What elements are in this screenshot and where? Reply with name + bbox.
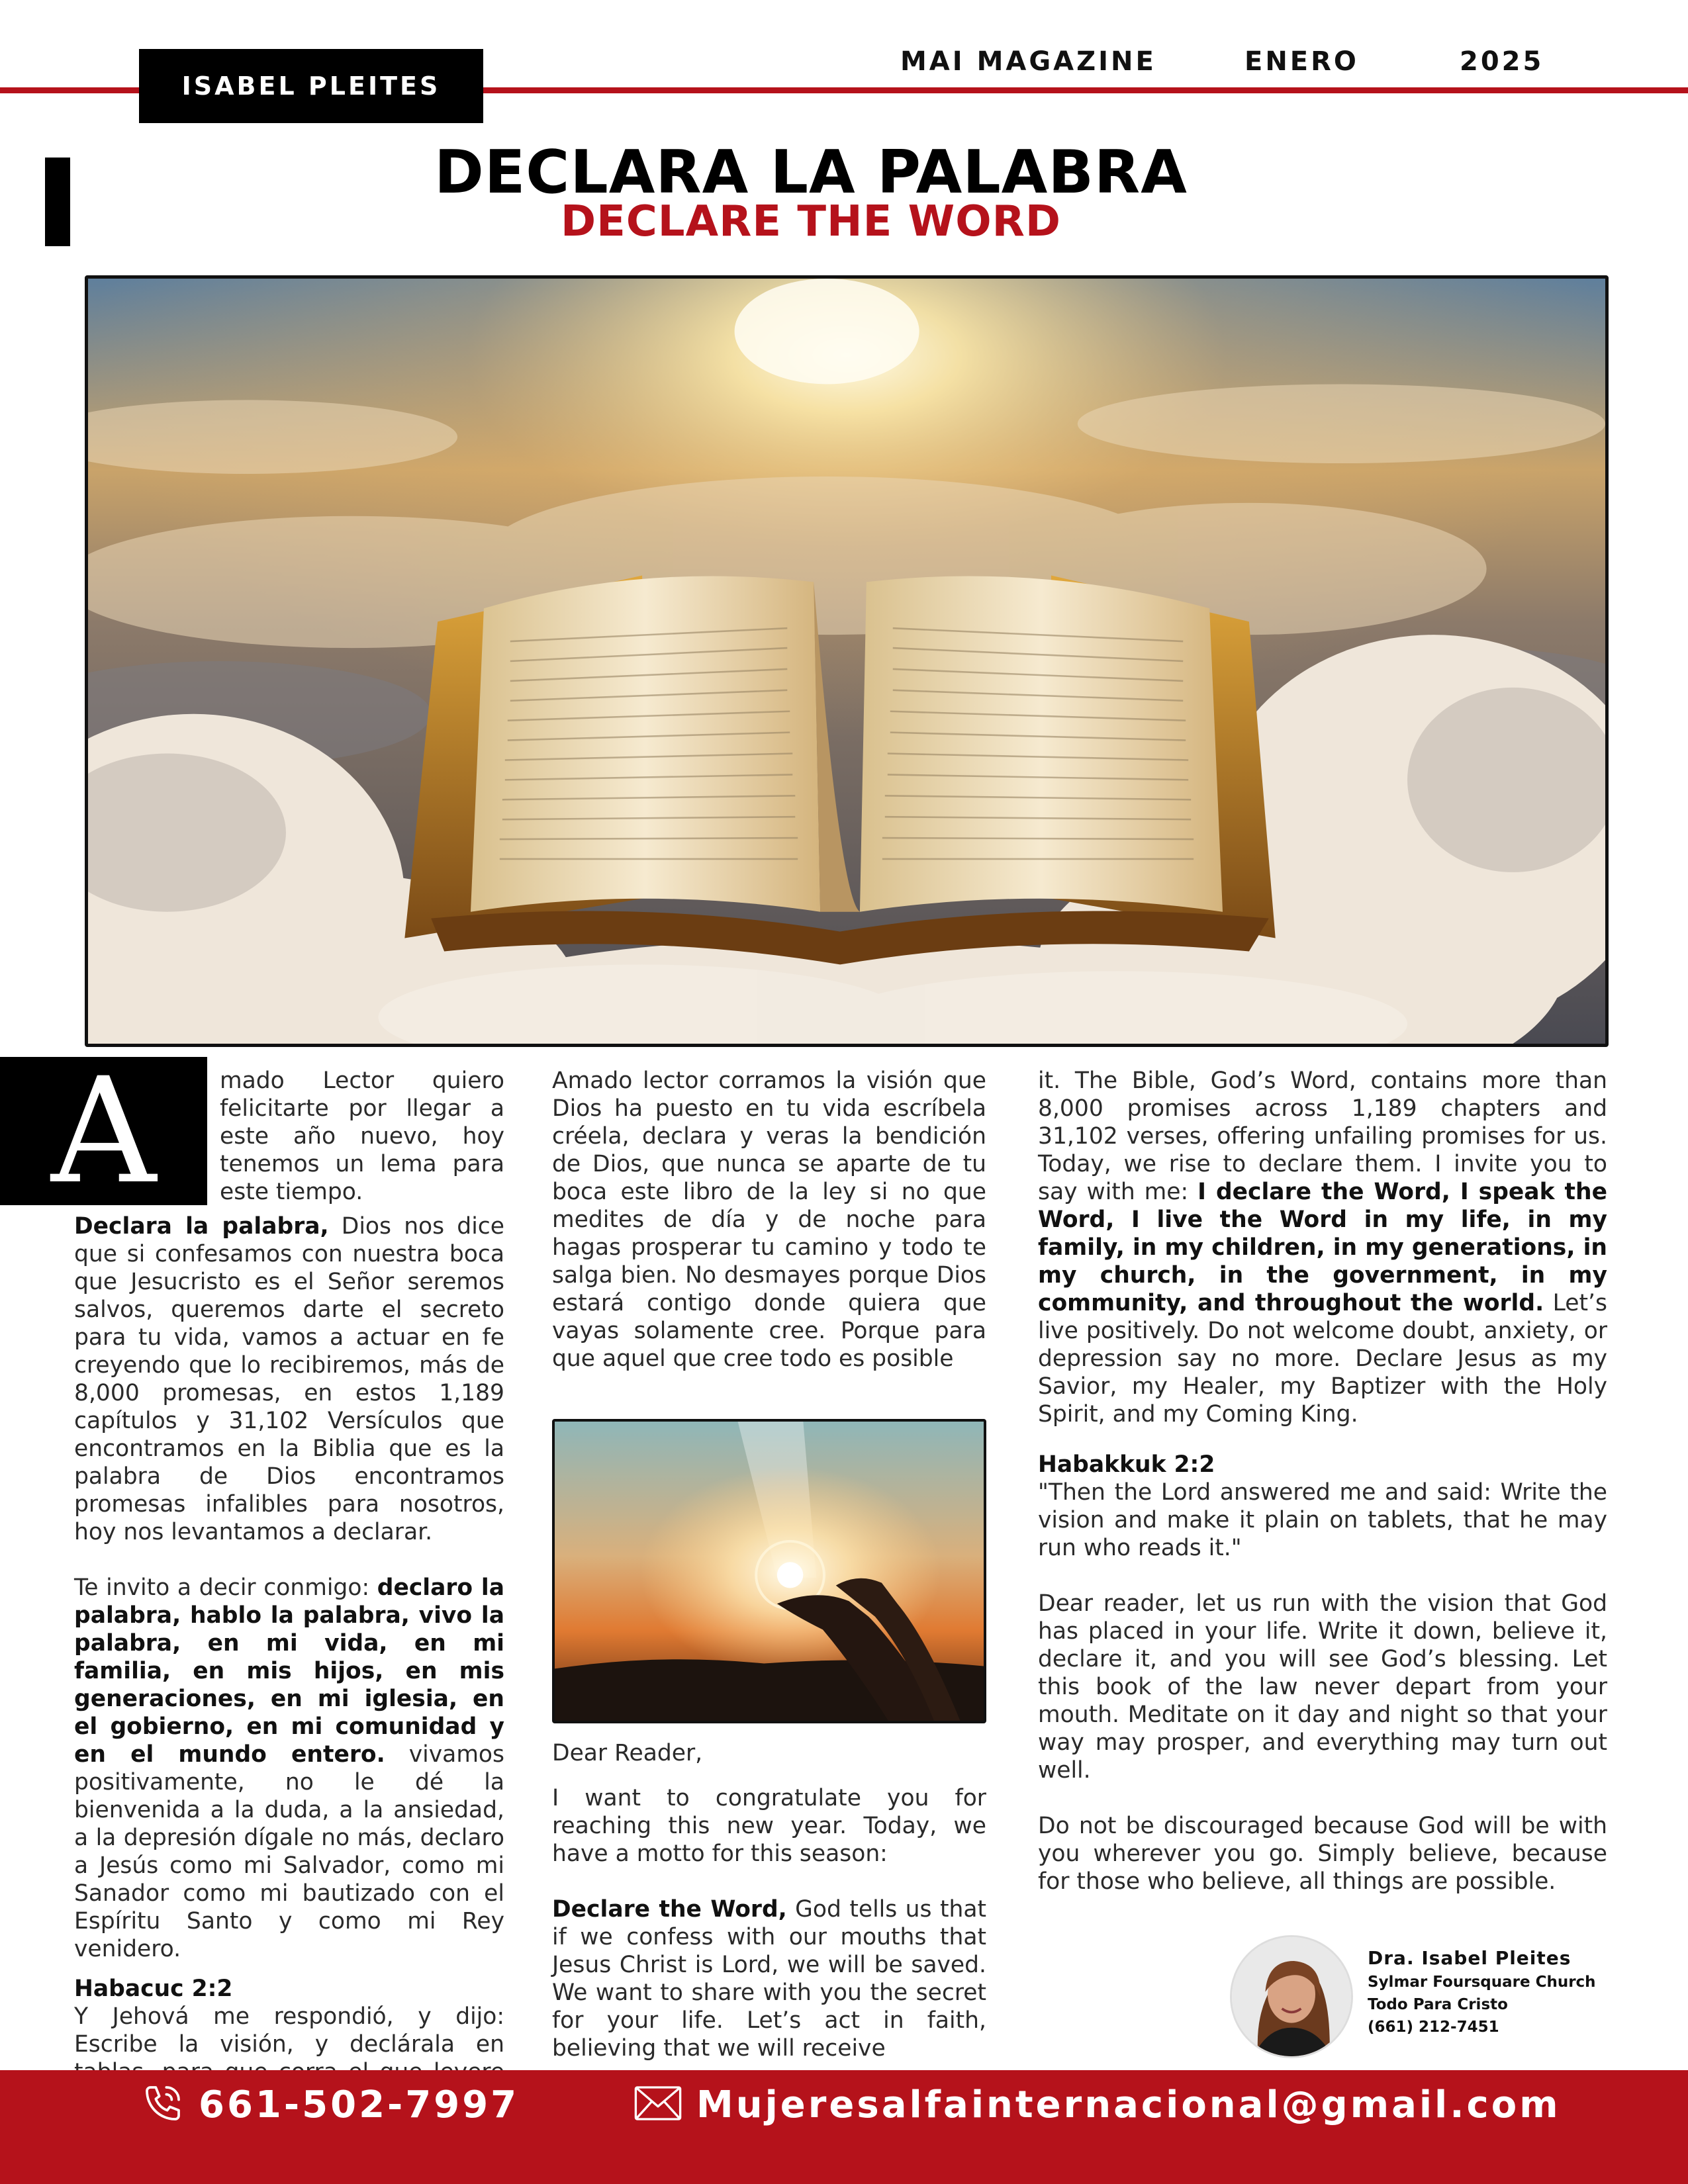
col1-p1-text: Dios nos dice que si confesamos con nuestra boca que Jesucristo es el Señor seremos salvos, queremos darte el secreto para tu vida, vamos a actuar en fe creyendo que lo recibiremos, más de 8,000 promesas, en estos 1,189 capítulos y 31,102 Versículos que encontramos en la Biblia que es la palabra de Dios encontramos promesas infalibles para nosotros, hoy nos levantamos a declarar.	[74, 1213, 504, 1545]
col3-p1-declaration: I declare the Word, I speak the Word, I live the Word in my life, in my family, in my children, in my generations, in my church, in the government, in my community, and throughout the world.	[1038, 1179, 1607, 1316]
col2-p3-text: God tells us that if we confess with our mouths that Jesus Christ is Lord, we will be saved. We want to share with you the secret for your life. Let’s act in faith, believing that we will receive	[552, 1896, 986, 2062]
col2-paragraph-2: I want to congratulate you for reaching this new year. Today, we have a motto for this season:	[552, 1785, 986, 1867]
footer-phone[interactable]	[142, 2078, 519, 2131]
hands-raised-sunset-image	[552, 1419, 986, 1723]
column-2-top	[552, 1067, 986, 1373]
issue-year: 2025	[1460, 46, 1544, 77]
verse-text-en: "Then the Lord answered me and said: Write the vision and make it plain on tablets, that he may run who reads it."	[1038, 1479, 1607, 1561]
col3-paragraph-3: Do not be discouraged because God will be with you wherever you go. Simply believe, because for those who believe, all things are possible.	[1038, 1813, 1607, 1895]
col1-paragraph-1	[74, 1212, 504, 1546]
salutation: Dear Reader,	[552, 1740, 703, 1766]
col2-paragraph-1: Amado lector corramos la visión que Dios ha puesto en tu vida escríbela créela, declara y veras la bendición de Dios, que nunca se aparte de tu boca este libro de la ley si no que medites de día y de noche para hagas prosperar tu camino y todo te salga bien. No desmayes porque Dios estará contigo donde quiera que vayas solamente cree. Porque para que aquel que cree todo es posible	[552, 1068, 986, 1372]
issue-month: ENERO	[1244, 46, 1359, 77]
intro-text: mado Lector quiero felicitarte por llegar a este año nuevo, hoy tenemos un lema para este tiempo.	[220, 1068, 504, 1205]
column-2-bottom	[552, 1739, 986, 2062]
footer-email[interactable]	[634, 2078, 1561, 2131]
drop-cap: A	[0, 1057, 207, 1205]
verse-text-es: Y Jehová me respondió, y dijo: Escribe la visión, y declárala en	[74, 2003, 504, 2058]
author-avatar	[1230, 1935, 1353, 2058]
col1-p2-declaration: declaro la palabra, hablo la palabra, vivo la palabra, en mi vida, en mi familia, en mis hijos, en mis generaciones, en mi iglesia, en el gobierno, en mi comunidad y en el mundo entero.	[74, 1574, 504, 1768]
col3-paragraph-1	[1038, 1067, 1607, 1428]
title-english: DECLARE THE WORD	[560, 197, 1062, 246]
col3-p1-text: Let’s live positively. Do not welcome doubt, anxiety, or depression say no more. Declare Jesus as my Savior, my Healer, my Baptizer with the Holy Spirit, and my Coming King.	[1038, 1290, 1607, 1428]
col1-p2-text: vivamos positivamente, no le dé la bienvenida a la duda, a la ansiedad, a la depresión dígale no más, declaro a Jesús como mi Salvador, como mi Sanador como mi bautizado con el Espíritu Santo y como mi Rey venidero.	[74, 1741, 505, 1962]
column-3	[1038, 1067, 1607, 1895]
col2-p3-lead: Declare the Word,	[552, 1896, 787, 1923]
author-phone: (661) 212-7451	[1368, 2019, 1499, 2036]
author-tab-label: ISABEL PLEITES	[181, 71, 441, 101]
col3-p1-lead: it. The Bible, God’s Word, contains more than 8,000 promises across 1,189 chapters and 31,102 verses, offering unfailing promises for us. Today, we rise to declare them. I invite you to say with me:	[1038, 1068, 1607, 1205]
col1-p1-lead: Declara la palabra,	[74, 1213, 329, 1240]
hero-image-bible-in-clouds	[85, 275, 1609, 1047]
envelope-icon	[634, 2085, 682, 2124]
author-name: Dra. Isabel Pleites	[1368, 1947, 1571, 1969]
author-tab	[139, 49, 483, 123]
magazine-name: MAI MAGAZINE	[900, 46, 1156, 77]
title-spanish: DECLARA LA PALABRA	[434, 138, 1188, 207]
verse-reference-en: Habakkuk 2:2	[1038, 1451, 1215, 1478]
author-church: Sylmar Foursquare Church	[1368, 1974, 1596, 1991]
author-ministry: Todo Para Cristo	[1368, 1996, 1508, 2013]
phone-icon	[142, 2082, 184, 2127]
col1-paragraph-2	[74, 1574, 504, 1963]
col2-paragraph-3	[552, 1895, 986, 2062]
col1-p2-lead: Te invito a decir conmigo:	[74, 1574, 377, 1601]
footer-email-address[interactable]: Mujeresalfainternacional@gmail.com	[696, 2083, 1561, 2126]
author-card	[1368, 1946, 1596, 2038]
intro-paragraph	[220, 1067, 504, 1206]
verse-reference-es: Habacuc 2:2	[74, 1976, 233, 2002]
col3-paragraph-2: Dear reader, let us run with the vision that God has placed in your life. Write it down, believe it, declare it, and you will see God’s blessing. Let this book of the law never depart from your mouth. Meditate on it day and night so that your way may prosper, and everything may turn out well.	[1038, 1590, 1607, 1784]
footer-phone-number[interactable]: 661-502-7997	[199, 2083, 520, 2126]
column-1	[74, 1212, 504, 2114]
